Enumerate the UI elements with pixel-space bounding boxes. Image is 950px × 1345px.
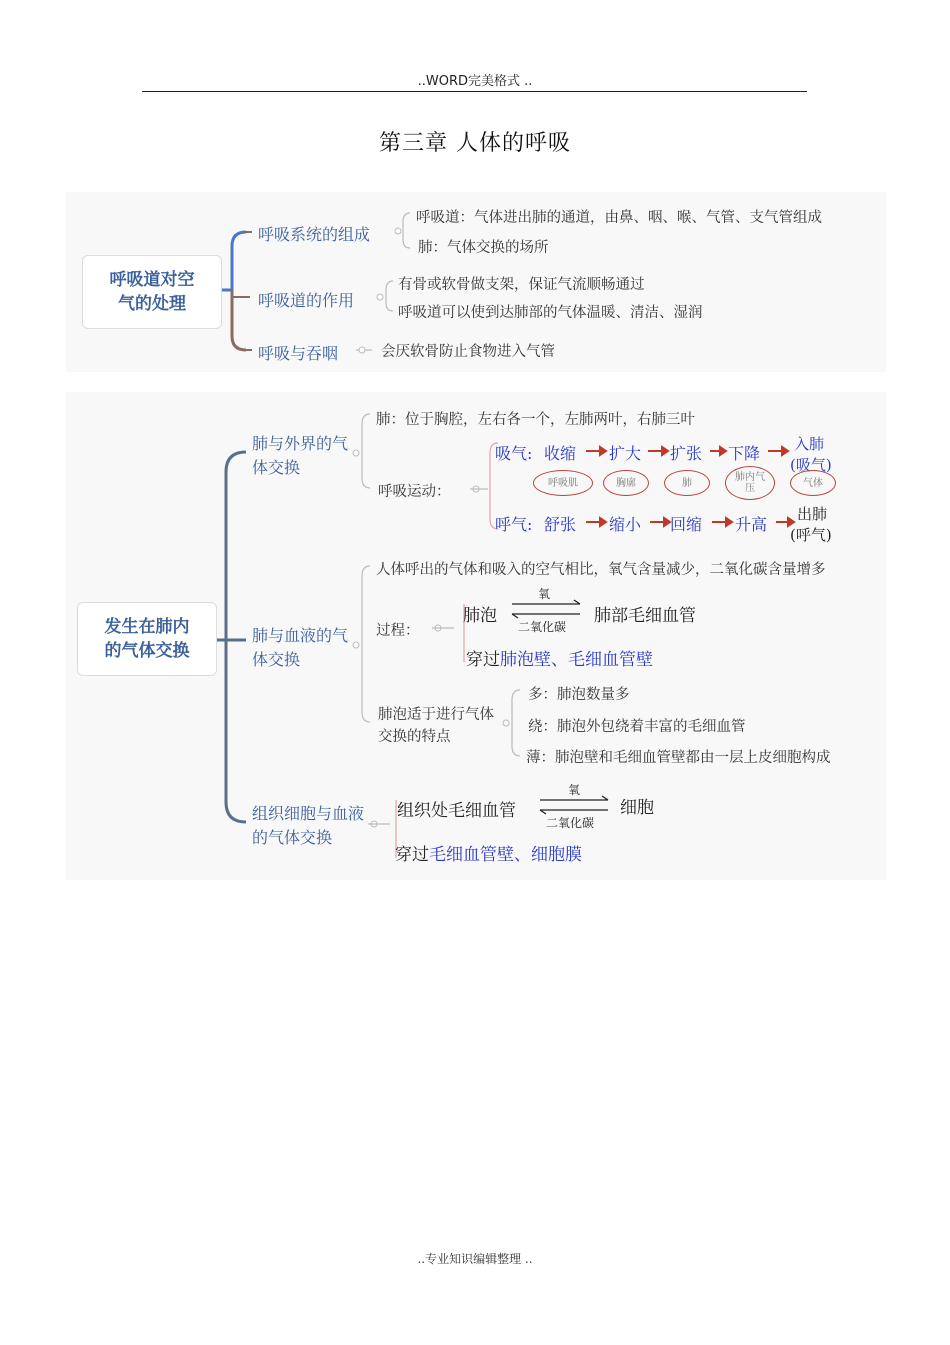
- subject-lung-label: 肺: [682, 477, 692, 489]
- map1-branch-swallow: 呼吸与吞咽: [258, 344, 339, 363]
- cell-text: 细胞: [620, 798, 654, 818]
- map1-leaf-warm-clean: 呼吸道可以使到达肺部的气体温暖、清洁、湿润: [398, 305, 703, 321]
- inhale-end-label: (吸气): [790, 456, 832, 474]
- page-title: 第三章 人体的呼吸: [379, 131, 571, 156]
- alveolus-text: 肺泡: [463, 606, 497, 626]
- map1-root-node: [82, 255, 222, 329]
- subject-thorax-label: 胸廓: [616, 477, 636, 489]
- map1-leaf-support: 有骨或软骨做支架，保证气流顺畅通过: [398, 277, 645, 293]
- exhale-step-recoil: 回缩: [670, 515, 703, 534]
- alveolus-oxygen-label: 氧: [538, 587, 551, 601]
- inhale-end-into-lung: 入肺: [794, 435, 825, 453]
- inhale-head: 吸气:: [495, 444, 533, 463]
- map1-branch-function: 呼吸道的作用: [258, 291, 355, 310]
- map1-branch-composition: 呼吸系统的组成: [258, 225, 371, 244]
- through-membrane-text: 毛细血管壁、细胞膜: [429, 845, 582, 865]
- map1-leaf-lung: 肺：气体交换的场所: [418, 240, 549, 256]
- subject-gas-label: 气体: [803, 477, 823, 489]
- breathing-movement-label: 呼吸运动：: [378, 484, 451, 500]
- feature-thin: 薄：肺泡壁和毛细血管壁都由一层上皮细胞构成: [526, 750, 831, 766]
- through-prefix-tissue: 穿过: [395, 845, 429, 865]
- through-membrane-line: [395, 840, 582, 865]
- lung-capillary-text: 肺部毛细血管: [594, 606, 696, 626]
- subject-respiratory-muscle-label: 呼吸肌: [548, 477, 578, 489]
- subject-respiratory-muscle: [533, 470, 593, 496]
- tissue-co2-label: 二氧化碳: [546, 816, 595, 830]
- feature-surround: 绕：肺泡外包绕着丰富的毛细血管: [528, 719, 746, 735]
- subject-thorax: [603, 470, 649, 496]
- alveolus-feature-label: 肺泡适于进行气体交换的特点: [378, 707, 494, 745]
- subject-gas: [790, 470, 836, 496]
- exhaled-air-comparison: 人体呼出的气体和吸入的空气相比，氧气含量减少，二氧化碳含量增多: [376, 562, 826, 578]
- map2-branch-external-exchange: 肺与外界的气体交换: [252, 434, 349, 477]
- inhale-step-expand: 扩张: [670, 444, 703, 463]
- map2-branch-blood-exchange: 肺与血液的气体交换: [252, 626, 349, 669]
- page-header: ..WORD完美格式 ..: [417, 74, 533, 89]
- tissue-oxygen-label: 氧: [568, 783, 581, 797]
- map2-branch-tissue-exchange: 组织细胞与血液的气体交换: [252, 804, 365, 847]
- map1-leaf-airway: 呼吸道：气体进出肺的通道，由鼻、咽、喉、气管、支气管组成: [416, 210, 822, 226]
- map1-root-label: 呼吸道对空气的处理: [109, 270, 195, 314]
- subject-lung-pressure: [725, 466, 775, 500]
- map1-leaf-epiglottis: 会厌软骨防止食物进入气管: [381, 344, 555, 360]
- inhale-step-enlarge: 扩大: [609, 444, 642, 463]
- exhale-step-shrink: 缩小: [609, 515, 642, 534]
- subject-lung-pressure-label: 肺内气压: [735, 472, 765, 494]
- inhale-step-drop: 下降: [728, 444, 761, 463]
- exhale-step-relax: 舒张: [544, 515, 577, 534]
- map2-root-label: 发生在肺内的气体交换: [104, 617, 190, 661]
- page-footer: ..专业知识编辑整理 ..: [417, 1252, 533, 1266]
- tissue-capillary-text: 组织处毛细血管: [397, 801, 516, 821]
- header-rule: [142, 91, 807, 92]
- lung-location-text: 肺：位于胸腔，左右各一个，左肺两叶，右肺三叶: [376, 412, 695, 428]
- alveolus-co2-label: 二氧化碳: [518, 620, 567, 634]
- process-label: 过程：: [376, 623, 420, 639]
- map2-root-node: [77, 602, 217, 676]
- exhale-end-label: (呼气): [790, 526, 832, 544]
- subject-lung: [664, 470, 710, 496]
- through-prefix: 穿过: [466, 650, 500, 670]
- feature-many: 多：肺泡数量多: [528, 687, 630, 703]
- exhale-head: 呼气:: [495, 515, 533, 534]
- exhale-step-rise: 升高: [735, 515, 768, 534]
- through-walls-line: [466, 645, 653, 670]
- through-walls-text: 肺泡壁、毛细血管壁: [500, 650, 653, 670]
- exhale-end-out-of-lung: 出肺: [797, 505, 828, 523]
- inhale-step-contract: 收缩: [544, 444, 577, 463]
